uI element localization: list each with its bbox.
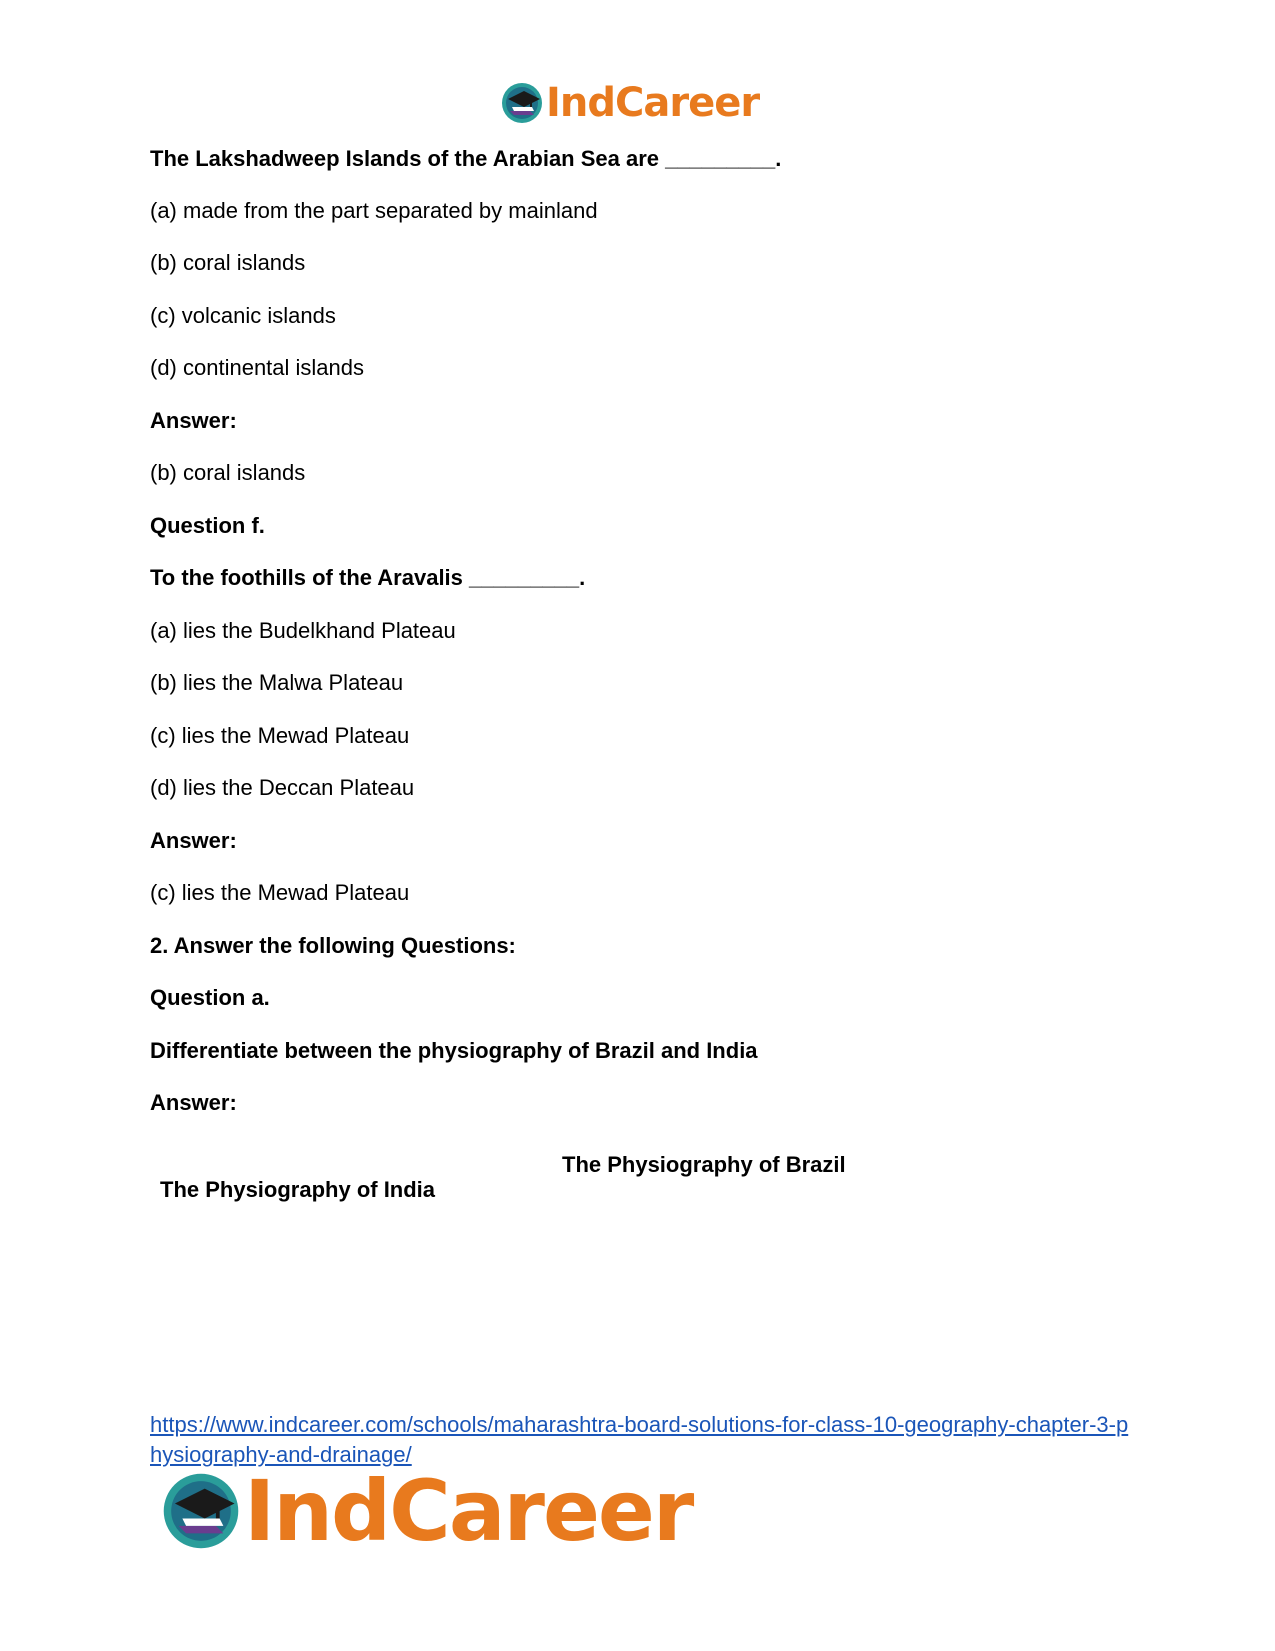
question-e-text: The Lakshadweep Islands of the Arabian Sea are _________. — [150, 146, 782, 171]
answer-label: Answer: — [150, 1090, 237, 1115]
graduation-cap-book-icon — [160, 1470, 242, 1552]
answer-label: Answer: — [150, 828, 237, 853]
footer-logo — [160, 1462, 692, 1560]
option-item: (c) volcanic islands — [150, 303, 336, 328]
graduation-cap-book-icon — [500, 81, 544, 125]
question-a-label: Question a. — [150, 985, 270, 1010]
option-item: (d) continental islands — [150, 355, 365, 380]
option-item: (b) coral islands — [150, 250, 306, 275]
question-f-label: Question f. — [150, 513, 265, 538]
source-link[interactable]: https://www.indcareer.com/schools/maharashtra-board-solutions-for-class-10-geography-chapter-3-physiography-and-drainage/ — [150, 1412, 1129, 1467]
option-item: (a) made from the part separated by mainland — [150, 198, 598, 223]
option-item: (b) lies the Malwa Plateau — [150, 670, 404, 695]
answer-label: Answer: — [150, 408, 237, 433]
option-item: (a) lies the Budelkhand Plateau — [150, 618, 456, 643]
answer-text: (c) lies the Mewad Plateau — [150, 880, 410, 905]
header-logo — [500, 80, 759, 126]
answer-text: (b) coral islands — [150, 460, 306, 485]
table-header-brazil: The Physiography of Brazil — [562, 1152, 846, 1177]
table-header-india: The Physiography of India — [160, 1177, 436, 1202]
option-item: (c) lies the Mewad Plateau — [150, 723, 410, 748]
section-heading: 2. Answer the following Questions: — [150, 933, 516, 958]
logo-wordmark: IndCareer — [546, 80, 760, 126]
question-f-text: To the foothills of the Aravalis _________. — [150, 565, 586, 590]
question-a-text: Differentiate between the physiography of Brazil and India — [150, 1038, 758, 1063]
option-item: (d) lies the Deccan Plateau — [150, 775, 415, 800]
logo-wordmark: IndCareer — [244, 1462, 693, 1560]
